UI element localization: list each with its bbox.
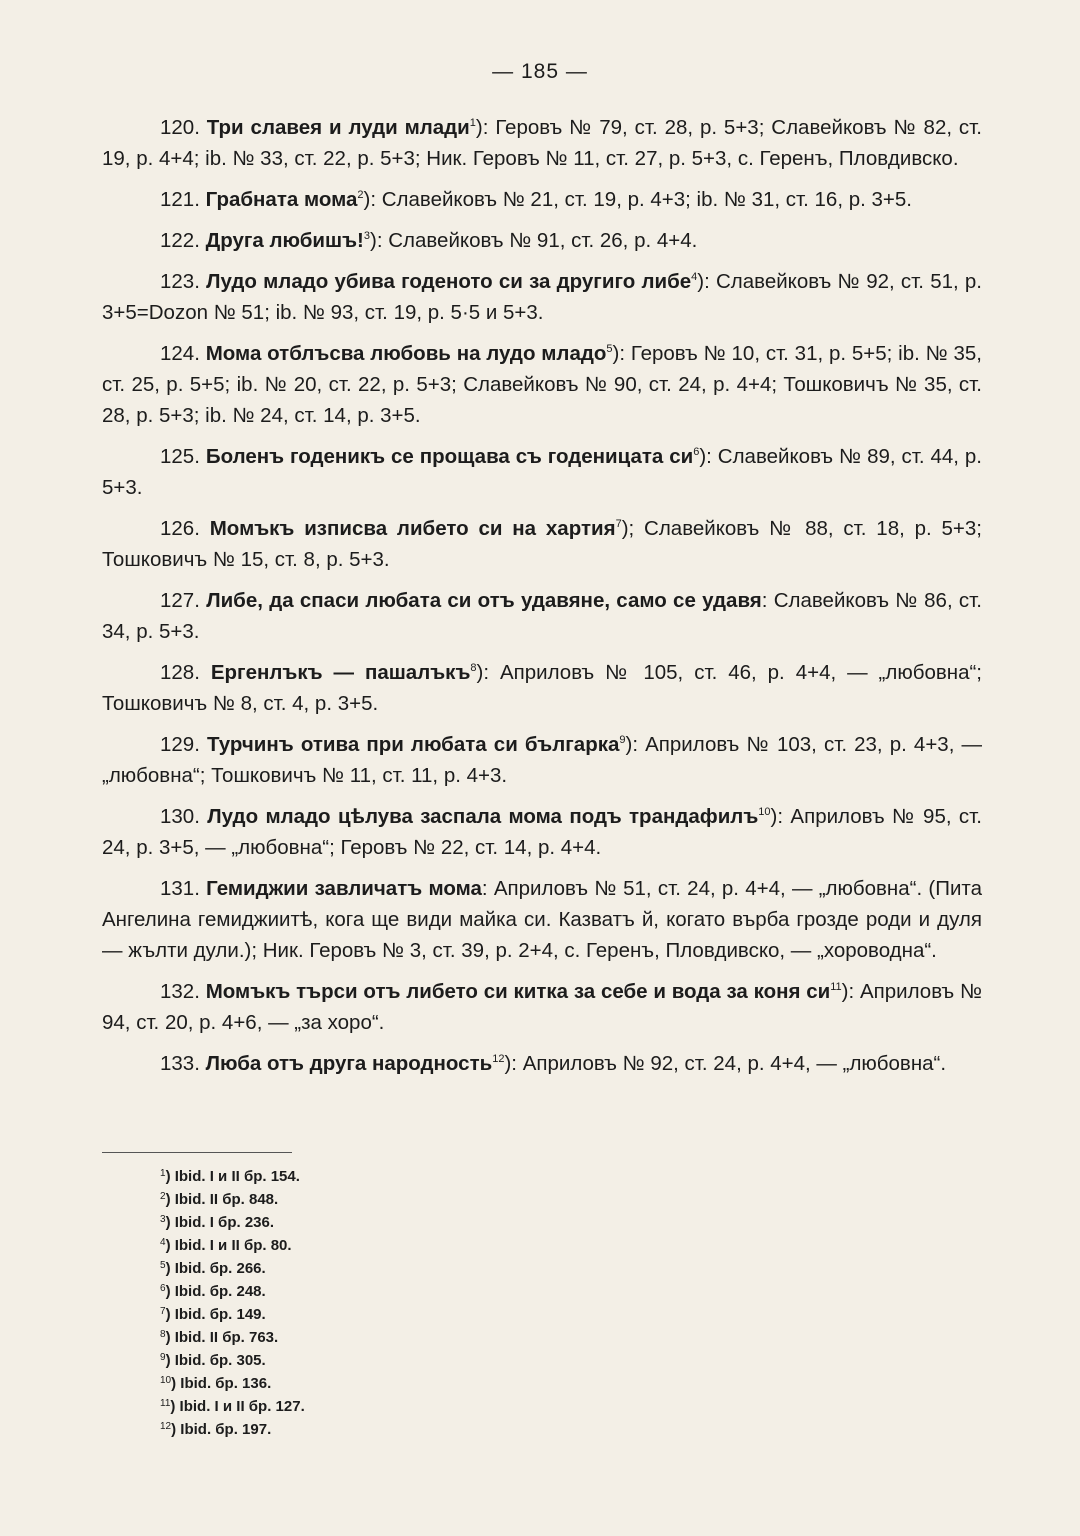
entry-list bbox=[102, 112, 982, 1089]
entry-text: ): Априловъ № 103, ст. 23, р. 4+3, — „любовна“; Тошковичъ № 11, ст. 11, р. 4+3. bbox=[102, 733, 982, 787]
entry-title: Ергенлъкъ — пашалъкъ bbox=[210, 661, 471, 684]
entry-title: Лудо младо убива годеното си за другиго либе bbox=[206, 270, 692, 293]
footnote: $^7$) Ibid. бр. 149. bbox=[160, 1306, 266, 1323]
entry: 129. Турчинъ отива при любата си българка$^9$): Априловъ № 103, ст. 23, р. 4+3, — „любовна“; Тошковичъ № 11, ст. 11, р. 4+3. bbox=[102, 733, 982, 787]
footnote-divider bbox=[102, 1152, 292, 1153]
entry-text: ): Геровъ № 10, ст. 31, р. 5+5; ib. № 35, ст. 25, р. 5+5; ib. № 20, ст. 22, р. 5+3; Славейковъ № 90, ст. 24, р. 4+4; Тошковичъ № 35, ст. 28, р. 5+3; ib. № 24, ст. 14, р. 3+5. bbox=[102, 342, 983, 427]
entry-text: ): Априловъ № 95, ст. 24, р. 3+5, — „любовна“; Геровъ № 22, ст. 14, р. 4+4. bbox=[102, 805, 982, 859]
entry-title: Три славея и луди млади bbox=[206, 116, 470, 139]
entry-title: Грабната мома bbox=[205, 188, 358, 211]
entry-text: ): Славейковъ № 92, ст. 51, р. 3+5=Dozon № 51; ib. № 93, ст. 19, р. 5·5 и 5+3. bbox=[102, 270, 982, 324]
footnote: $^5$) Ibid. бр. 266. bbox=[160, 1260, 266, 1277]
footnote: $^9$) Ibid. бр. 305. bbox=[160, 1352, 266, 1369]
entry: 133. Люба отъ друга народность$^{12}$): Априловъ № 92, ст. 24, р. 4+4, — „любовна“. bbox=[160, 1052, 947, 1075]
footnote: $^2$) Ibid. II бр. 848. bbox=[160, 1191, 279, 1208]
footnote-list bbox=[160, 1165, 560, 1441]
entry-title: Мома отблъсва любовь на лудо младо bbox=[205, 342, 607, 365]
entry-title: Гемиджии завличатъ мома bbox=[206, 877, 482, 900]
footnote: $^1$) Ibid. I и II бр. 154. bbox=[160, 1168, 300, 1185]
footnote: $^{11}$) Ibid. I и II бр. 127. bbox=[160, 1398, 305, 1415]
entry: 128. Ергенлъкъ — пашалъкъ$^8$): Априловъ № 105, ст. 46, р. 4+4, — „любовна“; Тошковичъ № 8, ст. 4, р. 3+5. bbox=[102, 661, 982, 715]
footnote: $^{10}$) Ibid. бр. 136. bbox=[160, 1375, 272, 1392]
entry: 127. Либе, да спаси любата си отъ удавяне, само се удавя: Славейковъ № 86, ст. 34, р. 5+3. bbox=[102, 589, 982, 643]
entry-text: ): Априловъ № 105, ст. 46, р. 4+4, — „любовна“; Тошковичъ № 8, ст. 4, р. 3+5. bbox=[102, 661, 982, 715]
entry-text: ): Славейковъ № 21, ст. 19, р. 4+3; ib. № 31, ст. 16, р. 3+5. bbox=[363, 188, 912, 211]
entry: 120. Три славея и луди млади$^1$): Геровъ № 79, ст. 28, р. 5+3; Славейковъ № 82, ст. 19, р. 4+4; ib. № 33, ст. 22, р. 5+3; Ник. Геровъ № 11, ст. 27, р. 5+3, с. Геренъ, Пловдивско. bbox=[102, 116, 982, 170]
entry: 121. Грабната мома$^2$): Славейковъ № 21, ст. 19, р. 4+3; ib. № 31, ст. 16, р. 3+5. bbox=[160, 188, 912, 211]
footnote: $^{12}$) Ibid. бр. 197. bbox=[160, 1421, 272, 1438]
entry: 124. Мома отблъсва любовь на лудо младо$^5$): Геровъ № 10, ст. 31, р. 5+5; ib. № 35, ст. 25, р. 5+5; ib. № 20, ст. 22, р. 5+3; Славейковъ № 90, ст. 24, р. 4+4; Тошковичъ № 35, ст. 28, р. 5+3; ib. № 24, ст. 14, р. 3+5. bbox=[102, 342, 983, 427]
entry-text: : Априловъ № 51, ст. 24, р. 4+4, — „любовна“. (Пита Ангелина гемиджиитѣ, кога ще види майка си. Казватъ й, когато върба грозде роди и дуля — жълти дули.); Ник. Геровъ № 3, ст. 39, р. 2+4, с. Геренъ, Пловдивско, — „хороводна“. bbox=[102, 877, 982, 962]
entry-title: Момъкъ изписва либето си на хартия bbox=[209, 517, 616, 540]
entry-title: Друга любишъ! bbox=[205, 229, 364, 252]
footnote: $^6$) Ibid. бр. 248. bbox=[160, 1283, 266, 1300]
entry: 123. Лудо младо убива годеното си за другиго либе$^4$): Славейковъ № 92, ст. 51, р. 3+5=Dozon № 51; ib. № 93, ст. 19, р. 5·5 и 5+3. bbox=[102, 270, 982, 324]
entry-title: Турчинъ отива при любата си българка bbox=[207, 733, 620, 756]
entry-title: Либе, да спаси любата си отъ удавяне, само се удавя bbox=[206, 589, 762, 612]
entry-title: Момъкъ търси отъ либето си китка за себе и вода за коня си bbox=[205, 980, 831, 1003]
entry-text: ): Априловъ № 94, ст. 20, р. 4+6, — „за хоро“. bbox=[102, 980, 982, 1034]
entry-text: ): Славейковъ № 89, ст. 44, р. 5+3. bbox=[102, 445, 982, 499]
entry: 126. Момъкъ изписва либето си на хартия$^7$); Славейковъ № 88, ст. 18, р. 5+3; Тошковичъ № 15, ст. 8, р. 5+3. bbox=[102, 517, 983, 571]
entry: 132. Момъкъ търси отъ либето си китка за себе и вода за коня $си^{11}$): Априловъ № 94, ст. 20, р. 4+6, — „за хоро“. bbox=[102, 980, 982, 1034]
entry-title: Боленъ годеникъ се прощава съ годеницата си bbox=[205, 445, 694, 468]
footnote: $^4$) Ibid. I и II бр. 80. bbox=[160, 1237, 292, 1254]
entry: 130. Лудо младо цѣлува заспала мома подъ трандафилъ$^{10}$): Априловъ № 95, ст. 24, р. 3+5, — „любовна“; Геровъ № 22, ст. 14, р. 4+4. bbox=[102, 805, 982, 859]
footnote: $^3$) Ibid. I бр. 236. bbox=[160, 1214, 275, 1231]
footnote: $^8$) Ibid. II бр. 763. bbox=[160, 1329, 279, 1346]
entry: 122. Друга любишъ!$^3$): Славейковъ № 91, ст. 26, р. 4+4. bbox=[160, 229, 698, 252]
entry-title: Лудо младо цѣлува заспала мома подъ трандафилъ bbox=[207, 805, 759, 828]
entry-text: ); Славейковъ № 88, ст. 18, р. 5+3; Тошковичъ № 15, ст. 8, р. 5+3. bbox=[102, 517, 983, 571]
entry-text: : Славейковъ № 86, ст. 34, р. 5+3. bbox=[102, 589, 982, 643]
entry-title: Люба отъ друга народность bbox=[205, 1052, 493, 1075]
entry-text: ): Априловъ № 92, ст. 24, р. 4+4, — „любовна“. bbox=[504, 1052, 947, 1075]
entry: 131. Гемиджии завличатъ мома: Априловъ № 51, ст. 24, р. 4+4, — „любовна“. (Пита Ангелина гемиджиитѣ, кога ще види майка си. Казватъ й, когато върба грозде роди и дуля — жълти дули.); Ник. Геровъ № 3, ст. 39, р. 2+4, с. Геренъ, Пловдивско, — „хороводна“. bbox=[102, 877, 982, 962]
entry-text: ): Геровъ № 79, ст. 28, р. 5+3; Славейковъ № 82, ст. 19, р. 4+4; ib. № 33, ст. 22, р. 5+3; Ник. Геровъ № 11, ст. 27, р. 5+3, с. Геренъ, Пловдивско. bbox=[102, 116, 982, 170]
entry: 125. Боленъ годеникъ се прощава съ годеницата $си^6$): Славейковъ № 89, ст. 44, р. 5+3. bbox=[102, 445, 982, 499]
entry-text: ): Славейковъ № 91, ст. 26, р. 4+4. bbox=[370, 229, 698, 252]
page-number: — 185 — bbox=[492, 60, 588, 83]
